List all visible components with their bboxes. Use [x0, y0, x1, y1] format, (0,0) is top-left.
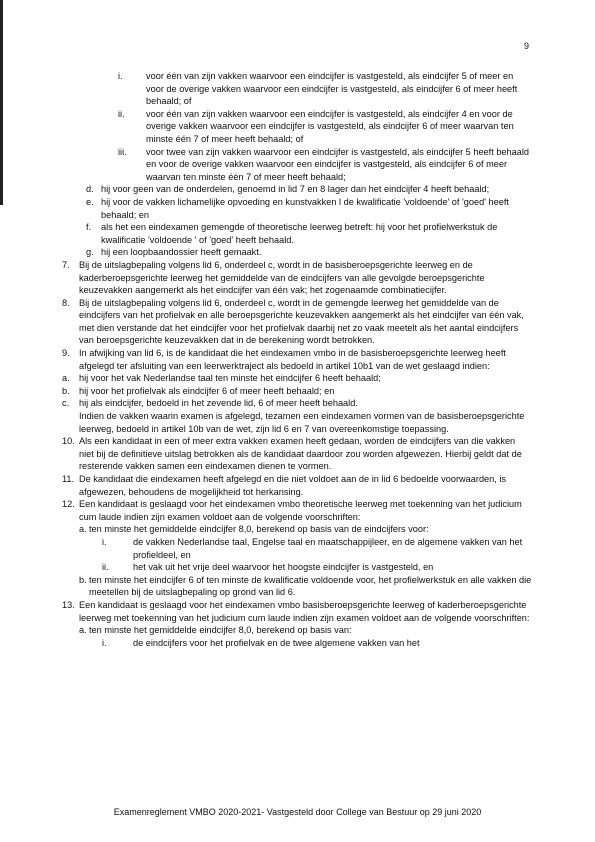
page-edge-mark [0, 0, 3, 205]
list-item [62, 637, 532, 650]
list-item [62, 246, 532, 259]
list-item [62, 385, 532, 398]
list-text: hij een loopbaandossier heeft gemaakt. [101, 247, 262, 258]
list-text: ten minste het gemiddelde eindcijfer 8,0, berekend op basis van de eindcijfers voor: [89, 524, 429, 535]
list-text: ten minste het eindcijfer 6 of ten minste de kwalificatie voldoende voor, het profielwerkstuk en alle vakken die meetellen bij de uitslagbepaling op grond van lid 6. [89, 574, 532, 598]
article-number: 11. [62, 474, 75, 484]
list-text: hij voor het profielvak als eindcijfer 6 of meer heeft behaald; en [79, 385, 335, 396]
list-item [62, 523, 532, 536]
list-text: het vak uit het vrije deel waarvoor het hoogste eindcijfer is vastgesteld, en [133, 562, 434, 573]
list-item [62, 196, 532, 221]
list-marker: f. [86, 222, 92, 233]
list-item [62, 146, 532, 184]
article-11 [62, 473, 532, 498]
article-9 [62, 347, 532, 372]
list-item [62, 108, 532, 146]
article-number: 9. [62, 348, 70, 359]
list-marker: b. [62, 385, 70, 396]
article-text: Bij de uitslagbepaling volgens lid 6, onderdeel c, wordt in de gemengde leerweg het gemiddelde van de eindcijfers van het profielvak en alle beroepsgerichte keuzevakken aangemerkt als het eindcijfer van één vak, met dien verstande dat het eindcijfer voor het profielvak daarbij net zo vaak meetelt als het aantal eindcijfers van beroepsgerichte keuzevakken dat in de berekening wordt betrokken. [79, 297, 524, 346]
list-item [62, 372, 532, 385]
article-number: 10. [62, 436, 75, 447]
document-body [62, 70, 532, 649]
list-item [62, 397, 532, 410]
list-item [62, 221, 532, 246]
page-number: 9 [523, 41, 529, 51]
list-text: hij voor de vakken lichamelijke opvoeding en kunstvakken l de kwalificatie 'voldoende' of 'goed' heeft behaald; en [101, 196, 509, 220]
list-text: de vakken Nederlandse taal, Engelse taal en maatschappijleer, en de algemene vakken van het profieldeel, en [133, 536, 523, 560]
article-number: 8. [62, 297, 70, 308]
article-7 [62, 259, 532, 297]
list-text: voor twee van zijn vakken waarvoor een eindcijfer is vastgesteld, als eindcijfer 5 heeft behaald en voor de overige vakken waarvoor een eindcijfer is vastgesteld, als eindcijfer 6 of meer waarvan ten minste één 7 of meer heeft behaald; [146, 146, 530, 182]
list-marker: i. [118, 71, 123, 81]
list-item [62, 70, 532, 108]
article-12 [62, 498, 532, 523]
list-text: hij voor geen van de onderdelen, genoemd in lid 7 en 8 lager dan het eindcijfer 4 heeft behaald; [101, 184, 490, 195]
list-item [62, 574, 532, 599]
list-marker: a. [79, 524, 87, 535]
list-text: als het een eindexamen gemengde of theoretische leerweg betreft: hij voor het profielwerkstuk de kwalificatie 'voldoende ' of 'goed' heeft behaald. [101, 222, 498, 245]
article-text: Als een kandidaat in een of meer extra vakken examen heeft gedaan, worden de eindcijfers van die vakken niet bij de definitieve uitslag betrokken als de kandidaat daardoor zou worden afgewezen. Hierbij geldt dat de resterende vakken samen een eindexamen dienen te vormen. [79, 436, 522, 472]
article-13 [62, 599, 532, 624]
list-marker: a. [62, 373, 70, 384]
list-marker: c. [62, 398, 70, 409]
list-marker: b. [79, 574, 87, 585]
list-marker: i. [102, 536, 107, 547]
list-marker: e. [86, 196, 94, 207]
article-text: Een kandidaat is geslaagd voor het eindexamen vmbo basisberoepsgerichte leerweg of kaderberoepsgerichte leerweg met toekenning van het judicium cum laude indien zijn examen voldoet aan de volgende voorschriften: [79, 599, 530, 623]
article-text: Bij de uitslagbepaling volgens lid 6, onderdeel c, wordt in de basisberoepsgerichte leerweg en de kaderberoepsgerichte leerweg het gemiddelde van de eindcijfers van alle gevolgde beroepsgerichte keuzevakken aangemerkt als het eindcijfer van één vak; het zogenaamde combinatiecijfer. [79, 259, 485, 296]
article-10 [62, 435, 532, 473]
list-text: voor één van zijn vakken waarvoor een eindcijfer is vastgesteld, als eindcijfer 4 en voor de overige vakken waarvoor een eindcijfer is vastgesteld, als eindcijfer 6 of meer waarvan ten minste één 7 of meer heeft behaald; of [146, 108, 514, 144]
list-item [62, 624, 532, 637]
list-text: ten minste het gemiddelde eindcijfer 8,0, berekend op basis van: [89, 625, 352, 636]
list-marker: ii. [118, 108, 125, 119]
list-marker: i. [102, 637, 107, 648]
list-text: hij als eindcijfer, bedoeld in het zevende lid, 6 of meer heeft behaald. [79, 398, 358, 409]
article-text: De kandidaat die eindexamen heeft afgelegd en die niet voldoet aan de in lid 6 bedoelde voorwaarden, is afgewezen, behoudens de mogelijkheid tot herkansing. [79, 474, 507, 497]
article-9-tail: Indien de vakken waarin examen is afgelegd, tezamen een eindexamen vormen van de basisberoepsgerichte leerweg, bedoeld in artikel 10b van de wet, zijn lid 6 en 7 van overeenkomstige toepassing. [79, 411, 525, 434]
article-text: Een kandidaat is geslaagd voor het eindexamen vmbo theoretische leerweg met toekenning van het judicium cum laude indien zijn examen voldoet aan de volgende voorschriften: [79, 499, 522, 522]
list-marker: d. [86, 184, 94, 195]
list-marker: a. [79, 625, 87, 636]
list-item [62, 536, 532, 561]
article-number: 13. [62, 599, 75, 610]
list-text: voor één van zijn vakken waarvoor een eindcijfer is vastgesteld, als eindcijfer 5 of meer en voor de overige vakken waarvoor een eindcijfer is vastgesteld, als eindcijfer 6 of meer heeft behaald; of [146, 71, 518, 107]
article-number: 7. [62, 259, 70, 270]
page-footer: Examenreglement VMBO 2020-2021- Vastgesteld door College van Bestuur op 29 juni 2020 [113, 807, 482, 817]
article-8 [62, 297, 532, 347]
list-marker: iii. [118, 146, 127, 157]
list-item [62, 183, 532, 196]
list-marker: g. [86, 247, 94, 258]
list-text: de eindcijfers voor het profielvak en de twee algemene vakken van het [133, 637, 420, 648]
list-marker: ii. [102, 562, 109, 573]
article-number: 12. [62, 499, 75, 510]
article-text: In afwijking van lid 6, is de kandidaat die het eindexamen vmbo in de basisberoepsgerichte leerweg heeft afgelegd ter afsluiting van een leerwerktraject als bedoeld in artikel 10b1 van de wet geslaagd indien: [79, 348, 506, 371]
list-item [62, 561, 532, 574]
list-text: hij voor het vak Nederlandse taal ten minste het eindcijfer 6 heeft behaald; [79, 373, 381, 384]
